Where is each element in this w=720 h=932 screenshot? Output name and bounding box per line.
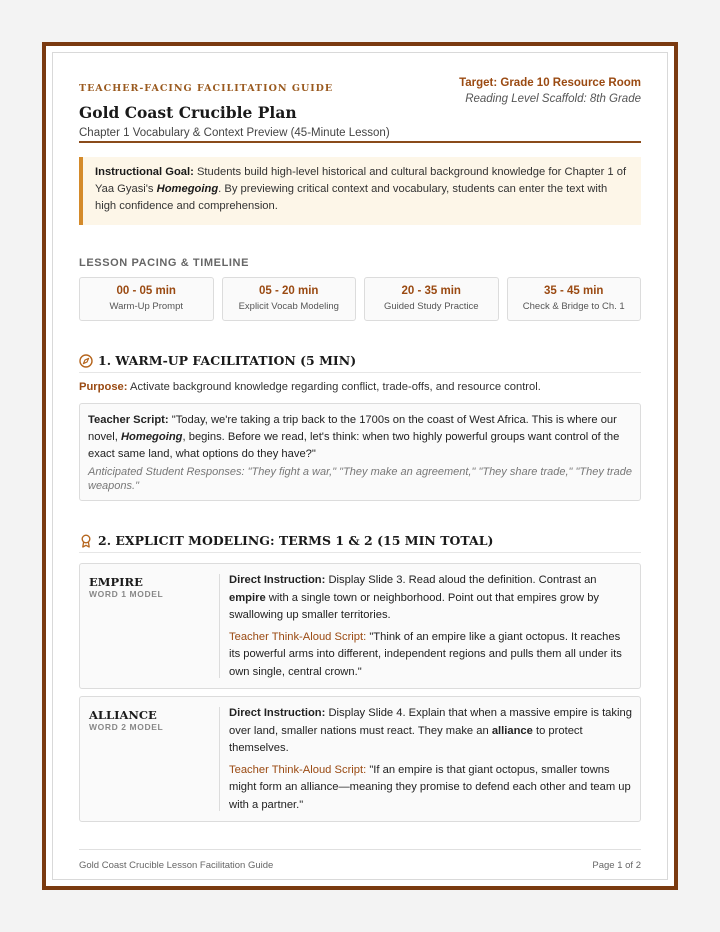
footer-title: Gold Coast Crucible Lesson Facilitation Guide bbox=[79, 860, 274, 871]
teacher-script-box bbox=[79, 403, 641, 501]
goal-book-title: Homegoing bbox=[156, 183, 219, 195]
document-header bbox=[79, 75, 641, 143]
di-text-2: with a single town or neighborhood. Point out that empires grow by swallowing up smaller territories. bbox=[229, 591, 600, 621]
think-aloud bbox=[229, 762, 632, 815]
page-title: Gold Coast Crucible Plan bbox=[79, 103, 297, 122]
teacher-script bbox=[88, 412, 632, 463]
page-frame bbox=[42, 42, 678, 890]
term-body bbox=[229, 705, 632, 814]
reading-level-scaffold: Reading Level Scaffold: 8th Grade bbox=[465, 93, 641, 105]
script-text-2: , begins. Before we read, let's think: when two highly powerful groups want control of the exact same land, what options do they have?" bbox=[88, 431, 620, 460]
di-text-2: to protect themselves. bbox=[229, 724, 583, 754]
page-inner bbox=[52, 52, 668, 880]
think-aloud bbox=[229, 629, 632, 682]
di-term-bold: empire bbox=[229, 591, 266, 604]
target-audience: Target: Grade 10 Resource Room bbox=[459, 77, 641, 89]
pacing-section-label: LESSON PACING & TIMELINE bbox=[79, 257, 250, 269]
anticipated-responses: Anticipated Student Responses: "They fight a war," "They make an agreement," "They share trade," "They trade weapons." bbox=[88, 466, 633, 492]
section-1-heading bbox=[79, 351, 641, 373]
eyebrow-label: TEACHER-FACING FACILITATION GUIDE bbox=[79, 83, 334, 94]
instructional-goal-callout bbox=[79, 157, 641, 225]
di-text-1: Display Slide 4. Explain that when a massive empire is taking over land, smaller nations must react. They make an bbox=[229, 707, 632, 737]
award-icon bbox=[79, 534, 93, 548]
timeline-time: 05 - 20 min bbox=[259, 285, 319, 297]
section-2-heading bbox=[79, 531, 641, 553]
di-term-bold: alliance bbox=[491, 724, 533, 737]
term-tag: WORD 1 MODEL bbox=[89, 589, 164, 599]
term-name: ALLIANCE bbox=[89, 708, 157, 722]
timeline-activity: Warm-Up Prompt bbox=[109, 301, 184, 312]
timeline-block-warmup bbox=[79, 277, 214, 321]
goal-label: Instructional Goal: bbox=[95, 166, 194, 178]
term-tag: WORD 2 MODEL bbox=[89, 722, 164, 732]
think-aloud-label: Teacher Think-Aloud Script: bbox=[229, 763, 367, 776]
compass-icon bbox=[79, 354, 93, 368]
timeline-block-vocab bbox=[222, 277, 357, 321]
column-divider bbox=[219, 574, 220, 678]
purpose-text: Activate background knowledge regarding conflict, trade-offs, and resource control. bbox=[127, 381, 541, 393]
timeline-activity: Check & Bridge to Ch. 1 bbox=[522, 301, 625, 312]
page-content bbox=[79, 53, 641, 879]
di-text-1: Display Slide 3. Read aloud the definition. Contrast an bbox=[325, 574, 597, 586]
script-label: Teacher Script: bbox=[88, 414, 169, 426]
direct-instruction bbox=[229, 572, 632, 625]
script-book-title: Homegoing bbox=[120, 431, 183, 443]
term-model-alliance bbox=[79, 696, 641, 822]
timeline-time: 35 - 45 min bbox=[544, 285, 604, 297]
direct-instruction bbox=[229, 705, 632, 758]
think-aloud-text: "If an empire is that giant octopus, smaller towns might form an alliance—meaning they promise to defend each other and team up with a partner." bbox=[229, 763, 631, 811]
timeline-activity: Guided Study Practice bbox=[383, 301, 479, 312]
page-footer bbox=[79, 849, 641, 879]
purpose-label: Purpose: bbox=[79, 381, 128, 393]
timeline-time: 20 - 35 min bbox=[401, 285, 461, 297]
di-label: Direct Instruction: bbox=[229, 707, 326, 719]
warmup-purpose bbox=[79, 381, 541, 393]
column-divider bbox=[219, 707, 220, 811]
page-subtitle: Chapter 1 Vocabulary & Context Preview (45-Minute Lesson) bbox=[79, 127, 390, 139]
script-text-1: "Today, we're taking a trip back to the 1700s on the coast of West Africa. This is where our novel, bbox=[88, 414, 617, 443]
timeline-activity: Explicit Vocab Modeling bbox=[238, 301, 339, 312]
think-aloud-text: "Think of an empire like a giant octopus. It reaches its powerful arms into different, independent regions and pulls them all under its own single, central crown." bbox=[229, 630, 622, 678]
page-number: Page 1 of 2 bbox=[592, 860, 641, 871]
goal-text-2: . By previewing critical context and vocabulary, students can enter the text with high confidence and comprehension. bbox=[95, 183, 608, 212]
di-label: Direct Instruction: bbox=[229, 574, 326, 586]
term-model-empire bbox=[79, 563, 641, 689]
pacing-timeline bbox=[79, 277, 641, 321]
section-2-title: 2. EXPLICIT MODELING: TERMS 1 & 2 (15 MIN TOTAL) bbox=[98, 533, 494, 548]
section-1-title: 1. WARM-UP FACILITATION (5 MIN) bbox=[98, 353, 357, 368]
term-name: EMPIRE bbox=[89, 575, 143, 589]
term-body bbox=[229, 572, 632, 681]
think-aloud-label: Teacher Think-Aloud Script: bbox=[229, 630, 367, 643]
goal-text-1: Students build high-level historical and cultural background knowledge for Chapter 1 of Yaa Gyasi's bbox=[95, 166, 627, 195]
timeline-block-practice bbox=[364, 277, 499, 321]
timeline-block-check bbox=[507, 277, 642, 321]
timeline-time: 00 - 05 min bbox=[116, 285, 176, 297]
